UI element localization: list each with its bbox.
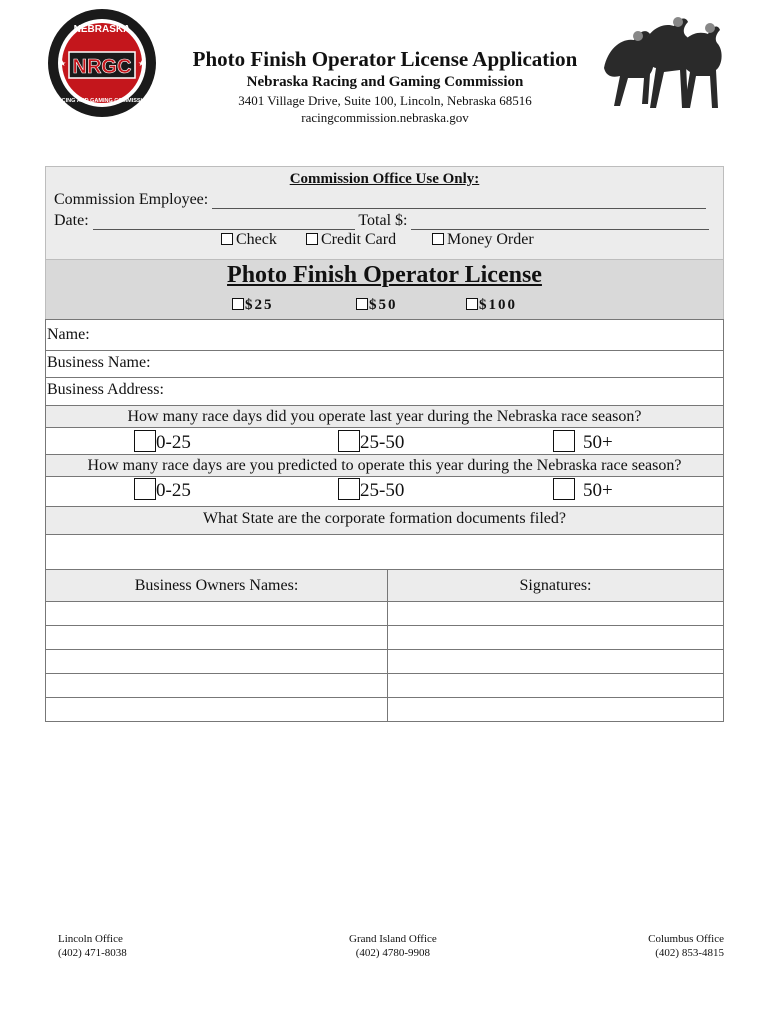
q1-question: How many race days did you operate last year during the Nebraska race season?: [127, 408, 642, 425]
agency-address: 3401 Village Drive, Suite 100, Lincoln, Nebraska 68516: [238, 93, 532, 108]
agency-name: Nebraska Racing and Gaming Commission: [246, 74, 524, 90]
office-phone: (402) 471-8038: [58, 947, 127, 959]
agency-website: racingcommission.nebraska.gov: [301, 110, 469, 125]
q2-question-row: [45, 454, 724, 476]
money-order-checkbox[interactable]: [432, 233, 444, 245]
signature-cell[interactable]: [388, 698, 724, 722]
q1-option-0-25[interactable]: 0-25: [134, 430, 191, 454]
q2-option-0-25[interactable]: 0-25: [134, 478, 191, 502]
q3-question: What State are the corporate formation documents filed?: [203, 510, 566, 527]
business-name-field[interactable]: [45, 350, 724, 377]
q1-50-plus-checkbox[interactable]: [553, 430, 575, 452]
employee-field[interactable]: [212, 194, 706, 209]
q2-option-50-plus[interactable]: 50+: [553, 478, 613, 502]
total-field[interactable]: [411, 215, 709, 230]
q2-option-25-50[interactable]: 25-50: [338, 478, 404, 502]
racing-horses-image: [598, 8, 726, 120]
fee-100-checkbox[interactable]: [466, 298, 478, 310]
logo-text: NRGC: [72, 56, 132, 78]
signature-cell[interactable]: [388, 602, 724, 626]
owners-names-header: Business Owners Names:: [46, 570, 388, 602]
payment-option-money-order[interactable]: Money Order: [432, 231, 534, 249]
office-phone: (402) 4780-9908: [355, 947, 430, 959]
signature-cell[interactable]: [388, 650, 724, 674]
q2-0-25-checkbox[interactable]: [134, 478, 156, 500]
fee-25-checkbox[interactable]: [232, 298, 244, 310]
form-title: Photo Finish Operator License Application: [192, 47, 578, 71]
name-field[interactable]: [45, 319, 724, 350]
q2-options-row: [45, 476, 724, 506]
q1-0-25-checkbox[interactable]: [134, 430, 156, 452]
credit-card-checkbox[interactable]: [306, 233, 318, 245]
q1-question-row: [45, 405, 724, 427]
office-phone: (402) 853-4815: [655, 947, 724, 959]
corporate-state-field[interactable]: [45, 534, 724, 569]
signature-cell[interactable]: [388, 674, 724, 698]
name-label: Name:: [47, 326, 90, 343]
owner-name-cell[interactable]: [46, 626, 388, 650]
q2-question: How many race days are you predicted to operate this year during the Nebraska race season?: [87, 457, 682, 474]
svg-text:★: ★: [138, 59, 146, 68]
office-name: Grand Island Office: [349, 933, 437, 945]
nrgc-logo: [47, 8, 157, 118]
license-section: [45, 260, 724, 319]
business-name-label: Business Name:: [47, 354, 151, 371]
q1-25-50-checkbox[interactable]: [338, 430, 360, 452]
signature-cell[interactable]: [388, 626, 724, 650]
owner-name-cell[interactable]: [46, 698, 388, 722]
table-row: [46, 650, 724, 674]
fee-option-25[interactable]: $25: [232, 297, 274, 314]
table-row: [46, 698, 724, 722]
footer-columbus-office: [648, 932, 724, 960]
signatures-header: Signatures:: [388, 570, 724, 602]
office-use-section: [45, 166, 724, 260]
license-title: Photo Finish Operator License: [227, 262, 542, 288]
q2-50-plus-checkbox[interactable]: [553, 478, 575, 500]
office-name: Columbus Office: [648, 933, 724, 945]
fee-50-checkbox[interactable]: [356, 298, 368, 310]
employee-label: Commission Employee:: [54, 191, 209, 208]
svg-text:★: ★: [59, 59, 67, 68]
svg-text:RACING AND GAMING COMMISSION: RACING AND GAMING COMMISSION: [53, 98, 151, 104]
fee-option-50[interactable]: $50: [356, 297, 398, 314]
date-field[interactable]: [93, 215, 355, 230]
owner-name-cell[interactable]: [46, 602, 388, 626]
business-address-label: Business Address:: [47, 381, 164, 398]
fee-option-100[interactable]: $100: [466, 297, 517, 314]
payment-option-check[interactable]: Check: [221, 231, 277, 249]
payment-option-credit-card[interactable]: Credit Card: [306, 231, 396, 249]
q3-question-row: [45, 506, 724, 534]
office-name: Lincoln Office: [58, 933, 123, 945]
check-checkbox[interactable]: [221, 233, 233, 245]
owners-table: [45, 569, 724, 722]
table-row: [46, 626, 724, 650]
footer-lincoln-office: [58, 932, 127, 960]
table-row: [46, 674, 724, 698]
business-address-field[interactable]: [45, 377, 724, 405]
q1-option-50-plus[interactable]: 50+: [553, 430, 613, 454]
owner-name-cell[interactable]: [46, 674, 388, 698]
form-header: [170, 46, 600, 126]
table-row: [46, 602, 724, 626]
footer-grand-island-office: [349, 932, 437, 960]
q1-option-25-50[interactable]: 25-50: [338, 430, 404, 454]
owners-table-header: [46, 570, 724, 602]
owner-name-cell[interactable]: [46, 650, 388, 674]
q2-25-50-checkbox[interactable]: [338, 478, 360, 500]
total-label: Total $:: [358, 212, 408, 229]
svg-text:NEBRASKA: NEBRASKA: [73, 24, 131, 35]
office-use-title: Commission Office Use Only:: [289, 171, 480, 187]
date-label: Date:: [54, 212, 89, 229]
q1-options-row: [45, 427, 724, 454]
